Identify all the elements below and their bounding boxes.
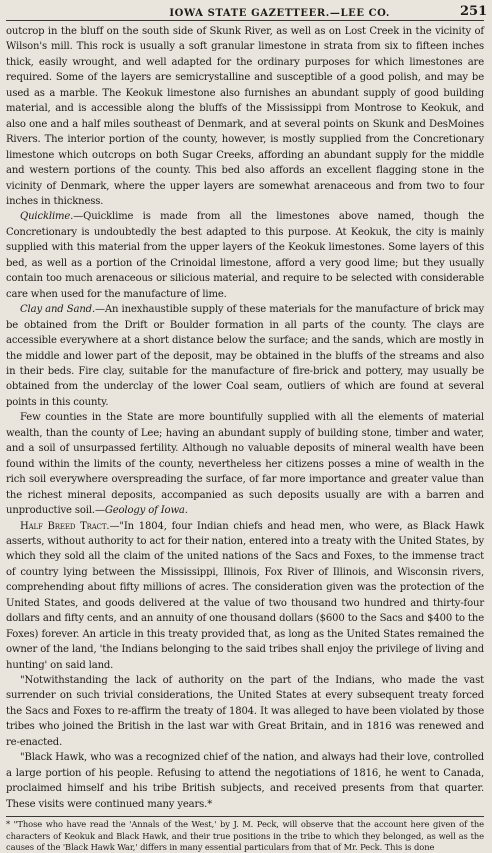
footnote-divider <box>6 816 484 817</box>
clay-sand-heading: Clay and Sand. <box>20 304 95 316</box>
paragraph-building-stone: outcrop in the bluff on the south side of Skunk River, as well as on Lost Creek in the vicinity of Wilson's mill. This rock is usually a soft granular limestone in strata from six to fifteen inches thick, easily wrought, and well adapted for the ordinary purposes for which limestones are required. Some of the layers are semicrystalline and susceptible of a good polish, and may be used as a marble. The Keokuk limestone also furnishes an abundant supply of good building material, and is accessible along the bluffs of the Mississippi from Montrose to Keokuk, and also one and a half miles southeast of Denmark, and at several points on Skunk and DesMoines Rivers. The interior portion of the county, however, is mostly supplied from the Concretionary limestone which outcrops on both Sugar Creeks, affording an abundant supply for the middle and western portions of the county. This bed also affords an excellent flagging stone in the vicinity of Denmark, where the upper layers are somewhat arenaceous and from two to four inches in thickness. <box>6 26 484 207</box>
geology-source-citation: Geology of Iowa. <box>104 505 188 517</box>
paragraph-black-hawk: "Black Hawk, who was a recognized chief of the nation, and always had their love, controlled a large portion of his people. Refusing to attend the negotiations of 1816, he went to Canada, proclaimed himself and his tribe British subjects, and received presents from that quarter. These visits were continued many years.* <box>6 752 484 810</box>
material-wealth-text: Few counties in the State are more bountifully supplied with all the elements of material wealth, than the county of Lee; having an abundant supply of building stone, timber and water, and a soil of unsurpassed fertility. Although no valuable deposits of mineral wealth have been found within the limits of the county, nevertheless her citizens posses a mine of wealth in the rich soil everywhere overspreading the surface, of far more importance and greater value than the richest mineral deposits, accompanied as such deposits usually are with a barren and unproductive soil.— <box>6 412 484 517</box>
half-breed-heading: Half Breed Tract. <box>20 520 110 532</box>
paragraph-material-wealth <box>6 410 484 518</box>
half-breed-text: —"In 1804, four Indian chiefs and head men, who were, as Black Hawk asserts, without authority to act for their nation, entered into a treaty with the United States, by which they sold all the claim of the united nations of the Sacs and Foxes, to the immense tract of country lying between the Mississippi, Illinois, Fox River of Illinois, and Wisconsin rivers, comprehending about fifty millions of acres. The consideration given was the protection of the United States, and goods delivered at the value of two thousand two hundred and thirty-four dollars and fifty cents, and an annuity of one thousand dollars ($600 to the Sacs and $400 to the Foxes) forever. An article in this treaty provided that, as long as the United States remained the owner of the land, 'the Indians belonging to the said tribes shall enjoy the privilege of living and hunting' on said land. <box>6 520 485 671</box>
page-header <box>6 0 488 21</box>
paragraph-clay-and-sand <box>6 302 484 410</box>
paragraph-lack-of-authority: "Notwithstanding the lack of authority on the part of the Indians, who made the vast surrender on such trivial considerations, the United States at every subsequent treaty forced the Sacs and Foxes to re-affirm the treaty of 1804. It was alleged to have been violated by those tribes who joined the British in the last war with Great Britain, and in 1816 was renewed and re-enacted. <box>6 675 484 748</box>
paragraph-half-breed-tract <box>6 519 484 674</box>
quicklime-text: —Quicklime is made from all the limestones above named, though the Concretionary is undoubtedly the best adapted to this purpose. At Keokuk, the city is mainly supplied with this material from the upper layers of the Keokuk limestones. Some layers of this bed, as well as a portion of the Crinoidal limestone, afford a very good lime; but they usually contain too much arenaceous or silicious material, and require to be selected with considerable care when used for the manufacture of lime. <box>6 211 484 300</box>
clay-sand-text: —An inexhaustible supply of these materials for the manufacture of brick may be obtained from the Drift or Boulder formation in all parts of the county. The clays are accessible everywhere at a short distance below the surface; and the sands, which are mostly in the middle and lower part of the deposit, may be obtained in the bluffs of the streams and also in their beds. Fire clay, suitable for the manufacture of fire-brick and pottery, may usually be obtained from the underclay of the lower Coal seam, outliers of which are found at several points in this county. <box>6 304 485 408</box>
paragraph-quicklime <box>6 209 484 302</box>
page-number: 251 <box>460 4 488 19</box>
quicklime-heading: Quicklime. <box>20 211 74 223</box>
running-title: IOWA STATE GAZETTEER.—LEE CO. <box>169 8 390 19</box>
footnote: * "Those who have read the 'Annals of the West,' by J. M. Peck, will observe that the account here given of the characters of Keokuk and Black Hawk, and their true positions in the tribe to which they belonged, as well as the causes of the 'Black Hawk War,' differs in many essential particulars from that of Mr. Peck. This is done <box>6 819 484 852</box>
page-body <box>6 24 484 812</box>
